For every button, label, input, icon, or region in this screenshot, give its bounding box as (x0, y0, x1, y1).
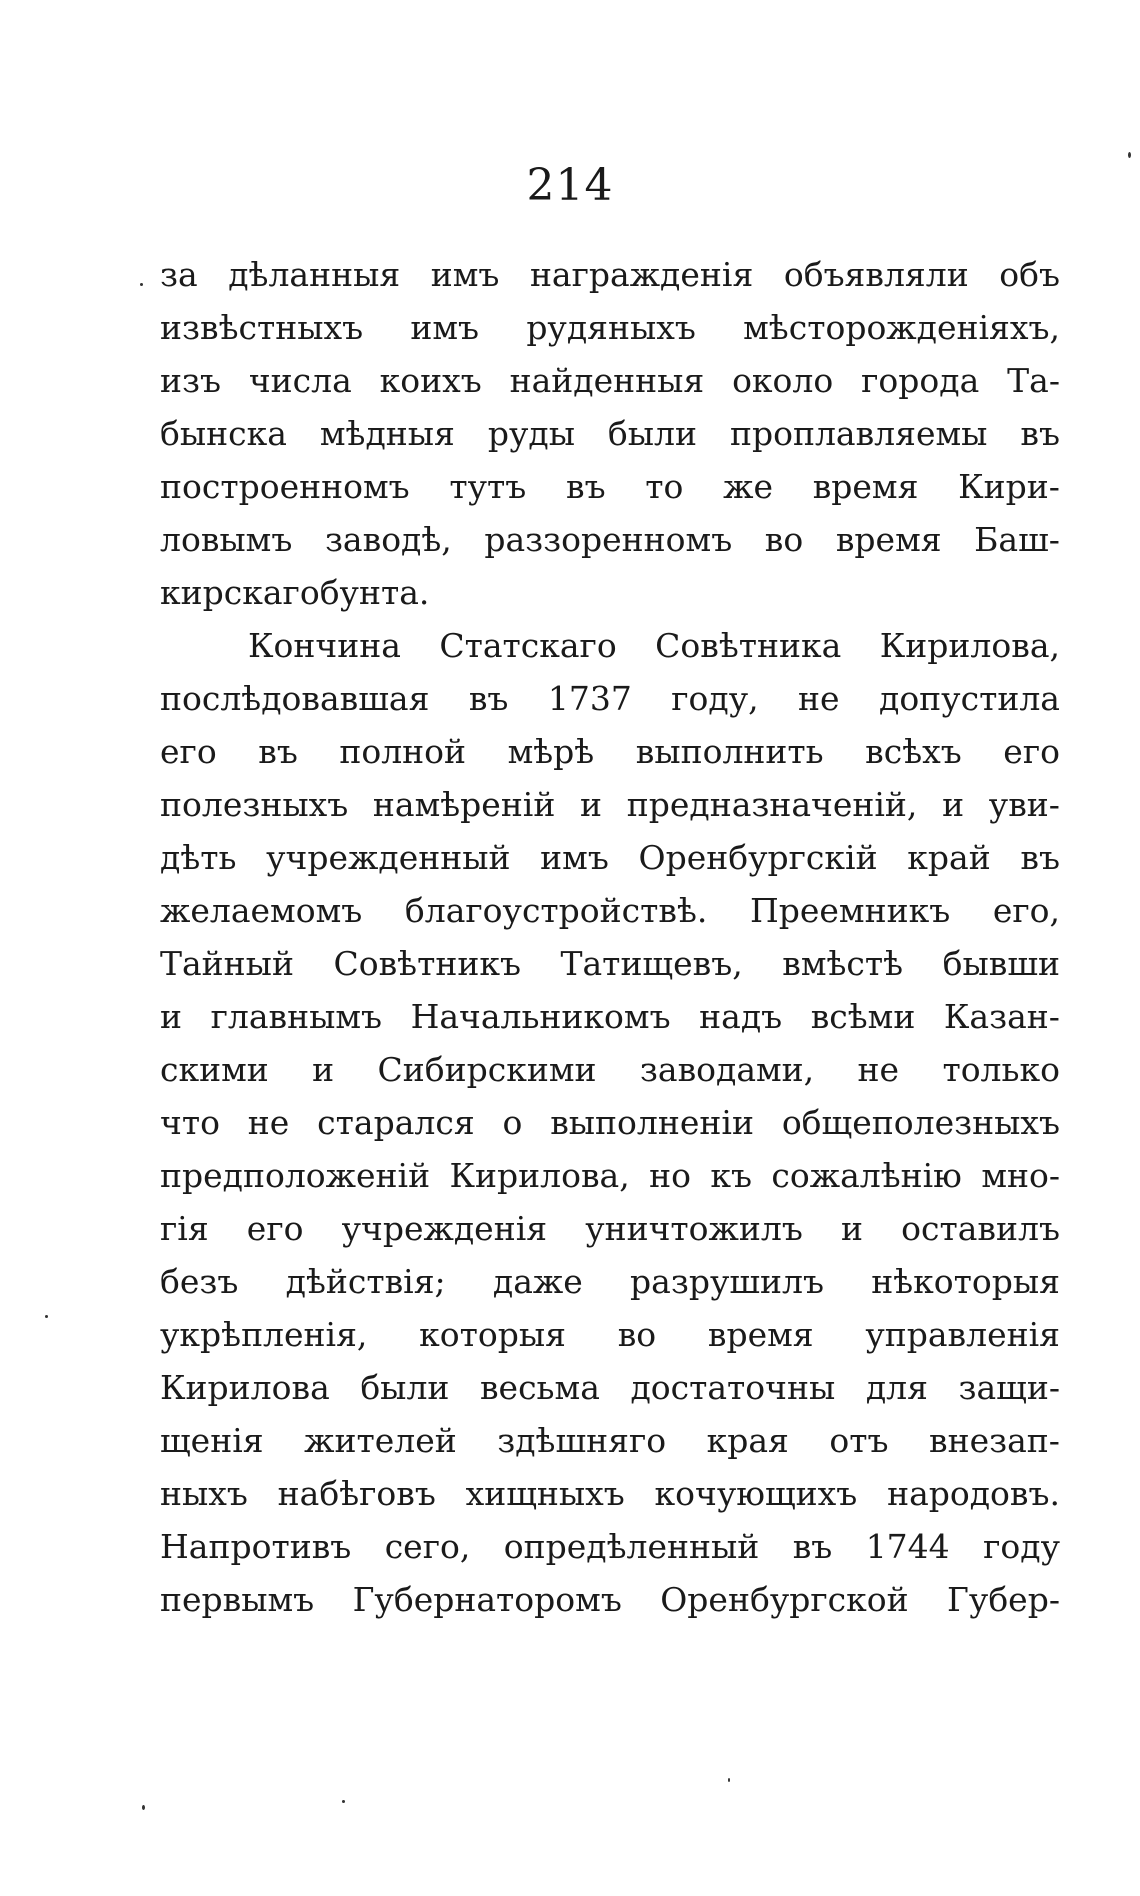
text-line: первымъ Губернаторомъ Оренбургской Губер- (160, 1580, 1060, 1619)
text-line: построенномъ тутъ въ то же время Кири- (160, 467, 1060, 506)
print-speck (140, 283, 143, 286)
text-line: ныхъ набѣговъ хищныхъ кочующихъ народовъ. (160, 1474, 1060, 1513)
print-speck (45, 1315, 48, 1318)
print-speck (142, 1805, 145, 1810)
body-text (160, 248, 1060, 1626)
text-line: что не старался о выполненіи общеполезныхъ (160, 1103, 1060, 1142)
page-number: 214 (526, 160, 614, 211)
text-line: ловымъ заводѣ, раззоренномъ во время Баш- (160, 520, 1060, 559)
text-line: извѣстныхъ имъ рудяныхъ мѣсторожденіяхъ, (160, 308, 1060, 347)
text-line: щенія жителей здѣшняго края отъ внезап- (160, 1421, 1060, 1460)
text-line: Кирилова были весьма достаточны для защи- (160, 1368, 1060, 1407)
text-line: предположеній Кирилова, но къ сожалѣнію мно- (160, 1156, 1060, 1195)
text-line: изъ числа коихъ найденныя около города Та- (160, 361, 1060, 400)
text-line: желаемомъ благоустройствѣ. Преемникъ его, (160, 891, 1060, 930)
text-line: Напротивъ сего, опредѣленный въ 1744 году (160, 1527, 1060, 1566)
text-line: Тайный Совѣтникъ Татищевъ, вмѣстѣ бывши (160, 944, 1060, 983)
text-line: безъ дѣйствія; даже разрушилъ нѣкоторыя (160, 1262, 1060, 1301)
text-line: укрѣпленія, которыя во время управленія (160, 1315, 1060, 1354)
print-speck (728, 1778, 730, 1782)
print-speck (342, 1800, 345, 1803)
text-line: и главнымъ Начальникомъ надъ всѣми Казан- (160, 997, 1060, 1036)
text-line: полезныхъ намѣреній и предназначеній, и уви- (160, 785, 1060, 824)
text-line: послѣдовавшая въ 1737 году, не допустила (160, 679, 1060, 718)
text-line: бынска мѣдныя руды были проплавляемы въ (160, 414, 1060, 453)
text-line: его въ полной мѣрѣ выполнить всѣхъ его (160, 732, 1060, 771)
print-speck (1128, 152, 1131, 158)
text-line: скими и Сибирскими заводами, не только (160, 1050, 1060, 1089)
text-line: гія его учрежденія уничтожилъ и оставилъ (160, 1209, 1060, 1248)
text-line: за дѣланныя имъ награжденія объявляли объ (160, 255, 1060, 294)
text-line: кирскаго бунта. (160, 573, 430, 612)
text-line: дѣть учрежденный имъ Оренбургскій край въ (160, 838, 1060, 877)
text-line: Кончина Статскаго Совѣтника Кирилова, (248, 626, 1060, 665)
